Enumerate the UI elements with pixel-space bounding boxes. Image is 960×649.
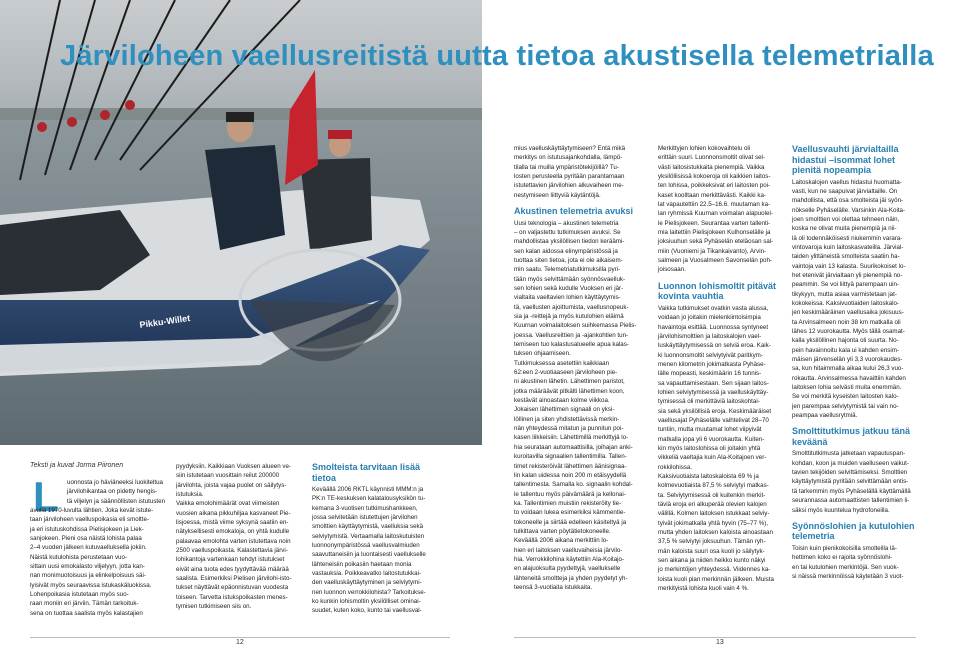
section-heading-vaellusvauhti: Vaellusvauhti järvialtailla hidastui –isommat lohet pienitä nopeampia — [792, 144, 899, 175]
column-6 — [792, 144, 916, 581]
section-heading-syonnoslohien: Syönnöslohien ja kutulohien telemetria — [792, 520, 915, 542]
body-text-5: Vaikka tutkimukset ovatkin vasta alussa, voidaan jo joitakin mielenkiintoisimpia havaintoja esittää. Luonnossa syntyneet järvilohismolttien ja laitoskalojen vael- luskäyttäytymisessä on selviä eroa. Kaik- ki luonnonsmoltit selviytyivät paritkym- menen kilometrin jokimatkasta Pyhäse- lälle mopeasti, keskimäärin 16 tunnis- sa vapauttamisestaan. Sen sijaan laitos- lohien selviytymisessä ja vaelluskäyttäy- tymisessä oli merkittäviä laitoskohtai- sia sekä yksilöllisiä eroja. Keskimääräiset vaellusajat Pyhäselälle vaihtelivat 28–70 tuntiin, mutta muutamat lohet viipyivät matkalla jopa yli 6 vuorokautta. Kuiten- kin myös laitoslohissa oli joitakin yhtä vikkeliä vaeltajia kuin Ala-Koitajoen ver- rokkilohissa. Kaksivuotiaista laitoskaloista 69 % ja kolmevuotiaista 87,5 % selviytyi matkas- ta. Selviytymisessä oli kuitenkin merkit- täviä eroja eri alkuperää olevien kalojen välillä. Kolmen laitoksen istukkaat selviy- tyivät jokimatkalla yhtä hyvin (75–77 %), mutta yhden laitoksen kaloista ainoastaan 37,5 % selviytyi joksuuhun. Tämän ryh- män kaloista suuri osa kuoli jo säilytyk- sen aikana ja niiden heikko kunto näkyi jo merkintöjen yhteydessä. Viidennes ka- loista kuoli pian merkinnän jälkeen. Muista merkityistä lohista kuoli vain 4 %. — [658, 304, 774, 593]
section-heading-telemetria: Akustinen telemetria avuksi — [514, 206, 634, 217]
section-heading-luonnon: Luonnon lohismoltit pitävät kovinta vauhtia — [658, 280, 776, 302]
body-text-2: pyydyksiin. Kaikkiaan Vuoksen alueen ve- siin istutetaan vuosittain reilut 200000 järvilohta, joista vajaa puolet on säilytys- istutuksia. Vaikka emolohimäärät ovat viimeisten vuosien aikana pikkuhiljaa kasvaneet Pie- lisjoessa, mistä viime syksynä saatiin en- nätyksellisesti emokaloja, on yhtä kudulle palaavaa emolohta varten istutettava noin 2500 vaelluspoikasta. Kalastettavia järvi- lohikantoja vartenkaan tehdyt istutukset eivät aina tuota edes tyydyttävää määrää saalista. Esimerkiksi Pielisen järvilohi-isto- tukset näyttävät epäonnistuvan vuodesta toiseen. Tarvetta istukspoikasten menes- tymisen tutkimiseen siis on. — [176, 463, 292, 611]
page-title: Järviloheen vaellusreitistä uutta tietoa akustisella telemetrialla — [60, 40, 934, 72]
body-text-5-intro: Merkittyjen lohien kokovaihtelu oli erittäin suuri. Luonnonsmoltit olivat sel- västi laitosistukkaita pienempiä. Vaikka yksilöllisissä kokoeroja oli kaikkien laitos- ten lohissa, poikkeksivat eri laitosten poi- kaset koolltaan merkittävästi. Kaikki ka- lat vapautettiin 22.5–16.6. muutaman ka- lan ryhmissä Kuurnan voimalan alapuolel- le Pielisjokeen. Seurantaa varten tallenti- mia laitettiin Pielisjokeen Kulhonselälle ja joksiuuhun sekä Pyhäselän eteläosan sal- miin (Vuoniemi ja Tikankaivanto), Arvin- salmeen ja Vuosalmeen Savonselän poh- joisosaan. — [658, 145, 774, 274]
body-text-6b: Smolttitutkimusta jatketaan vapautuspan- kohdan, koon ja muiden vaelluseen vaikut- tavien tekijöiden selvittämiseksi. Smolttien käyttäytymistä pyritään selvittämään entis- tä tarkemmin myös Pyhäselällä käyttämällä seurannassa automaattisten tallentimien li- säksi myös kuuntelua hydrofoneilla. — [792, 450, 911, 514]
section-heading-smolttitutkimus: Smolttitutkimus jatkuu tänä keväänä — [792, 426, 911, 447]
footer-rule-right — [514, 637, 916, 638]
boat-name-text: Pikku-Willet — [138, 312, 191, 330]
column-1 — [30, 506, 167, 618]
page-number-left: 12 — [236, 639, 244, 646]
body-text-4: Uusi teknologia – akustinen telemetria – on valjastettu tutkimuksen avuksi. Se mahdollistaa yksilöllisen tiedon keräämi- sen kalan aidossa elinympäristössä ja tuottaa siten tietoa, jota ei ole aikaisem- min saatu. Telemetriatutkimuksilla pyri- tään myös selvittämään syönnösvaelluk- sen lohien sekä kudulle Vuoksen eri jär- vialtaita vaeltavien lohien käyttäytymis- tä, vaellusten ajoittumista, vaellusnopeuk- sia ja -reittejä ja myös kutulohien eläimä Kuurnan voimalaitoksen suihkemassa Pielis- joessa. Vaellusreittien ja -ajankohtien tun- temiseen tuo kalastusalueelle apua kalas- tuksen ohjaamiseen. Tutkimuksessa asetettiin kaikkiaan 62:een 2-vuotiaaseen järviloheen pie- ni akustinen lähetin. Lähettimen paristot, jotka määräävät pitkälti lähettimen koon, kestävät ainoastaan kolme viikkoa. Jokaisen lähettimen signaali on yksi- löllinen ja siten yhdistettävissä merkin- nän yhteydessä mitatun ja punnitun poi- kasen liikkeisiin. Lähettimillä merkittyjä lo- hia seurataan automaattisilla, joihajan anki- kuroitavilla signaalien tallentimilla. Tallen- timet rekisteröivät lähettimen äänisignaa- lin kalan uidessa noin 200 m etäisyydellä tallentimesta. Samalla ko. signaalin kohdal- le tallentuu myös päivämäärä ja kellonai- ka. Tallentimien muistiin rekisteröity tie- to voidaan lukea esimerkiksi kämmentie- tokoneelle ja siirtää edelleen käsiteltyä ja tulkittava varten pöytätietokoneelle. Keväällä 2006 aikana merkittiin lo- hien eri laitoksen vaelluvaiheisia järvilo- hia. Verrokkilohina käytettiin Ala-Koitajo- en alajuoksulta pyydettyjä, vaellukselle lähteneitä smoltteja ja yhden pyydetyt yh- teensä 3-vuotiaita istukkaita. — [514, 219, 637, 591]
column-2 — [176, 462, 302, 612]
body-text-4-intro: mius vaelluskäyttäytymiseen? Entä mikä merkitys on istutusajankohdalla, lämpö- tilalla tai muilla ympäristötekijöillä? Tu- losten perusteella pyritään parantamaan istutettavien järvilohien alkuvaiheen me- nestymiseen liittyviä käytäntöjä. — [514, 145, 626, 199]
lead-first-lines: uonnosta jo häviäneeksi luokiteltua järvilohikantaa on pidetty hengis- tä viljelyn ja säännöllisten istutusten — [67, 479, 166, 505]
body-text-3: Keväällä 2006 RKTL käynnisti MMM:n ja PK:n TE-keskuksen kalatalousyksikön tu- kemana 3-vuotisen tutkimushankkeen, jossa selvitetään istutettujen järvilohen smolttien käyttäytymistä, vaelluksia sekä selviytymistä. Vertaamalla laitoskutuisten luonnonympäristössä vaellusvalmiuden saavuttaneisiin ja luontaisesti vaellukselle lähteneisiin poikasiin haetaan monia vastauksia. Poikkeavatko laitostutukkai- den vaelluskäyttäytyminen ja selviytymi- nen luonnon verrokkilohista? Tarkoitukse- ko kunkin lohismoltin yksilölliset ominai- suudet, kuten koko, kunto tai vaellusval- — [312, 486, 426, 615]
column-4 — [514, 144, 650, 592]
footer-rule-left — [30, 637, 450, 638]
page-number-right: 13 — [716, 639, 724, 646]
column-3 — [312, 462, 448, 616]
drop-cap: L — [33, 473, 59, 520]
body-text-6c: Toisin kuin pienikokoisilla smolteilla lä- hettimen koko ei rajoita syönnöslohi- en tai kutulohien merkintöjä. Sen vuok- si näissä merkinnöissä käytetään 3 vuot- — [792, 544, 904, 580]
body-text-6a: Laitoskalojen vaellus hidastui huomatta- vasti, kun ne saapuivat järvialtaille. On mahdollista, että osa smolteista jäi syön- nökselle Pyhäselälle. Varsinkin Ala-Koita- joen smolttien voi olettaa tehneen näin, koska ne olivat muita pienempiä ja nii- lä oli todennäköisesti niukemmin varara- vintovaroja kuin laitoskasvateilla. Järvial- taiden ylittäneistä smolteista saatiin ha- vaintoja vain 13 kalasta. Suurikokoiset lo- het etenivät järvialtaan yli pienempiä no- peammin. Se voi liittyä parempaan uin- tikykyyn, mutta asiaa varmistetaan jat- kokokeissa. Kaksivuotiaiden laitoskalo- jen keskimääräinen vaellusaika jokisuus- ta Arvinsalmeen noin 38 km matkalla oli lähes 12 vuorokautta. Myös tällä osamat- kalla yksilöllinen hajonta oli suurta. No- pein havainnoitu kala ui kahden ensim- mäisen järvenselän yli 3,3 vuorokaudes- sa, kun hitaimmalla aikaa kului 26,3 vuo- rokautta. Arvinsalmessa havaittiin kahden laitoksen lohia selvästi muita enemmän. Se voi merkitä kyseisten laitosten kalo- jen parempaa selviytymistä tai vain no- peampaa vaellusrytmiä. — [792, 178, 906, 420]
column-5 — [658, 144, 782, 593]
lead-paragraph: avulla 1970-luvulta lähtien. Joka kevät istute- taan järviloheen vaelluspoikasia eli smoltte- ja eri istutuskohdissa Pielisjokeen ja Liek- sanjokeen. Pieni osa näistä lohista palaa 2–4 vuoden jälkeen kutuvaelluksella jokiin. Näistä kutulohista perustetaan vuo- sittain uusi emokalasto viljelyyn, jotta kan- nan monimuotoisuus ja elinkelpoisuus säi- lyisivät myös seuraavissa istukaskäluokissa. Lohenpoikasia istutetaan myös suo- raan moniin eri järviin. Tämän tarkoituk- sena on tuottaa saalista myös kalastajien — [30, 507, 154, 617]
byline: Teksti ja kuvat Jorma Piironen — [30, 462, 124, 469]
section-heading-smoltit: Smolteista tarvitaan lisää tietoa — [312, 462, 421, 483]
